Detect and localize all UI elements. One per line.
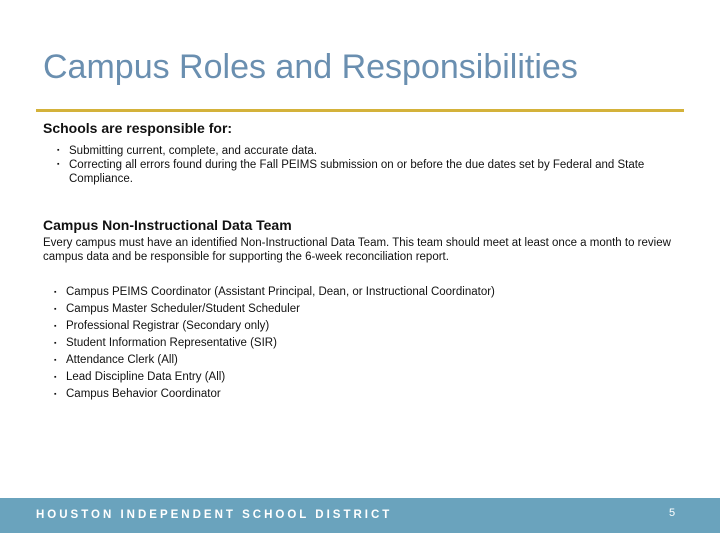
title-divider [36,109,684,112]
list-item: ▪ Student Information Representative (SIR) [43,335,663,352]
section-heading-data-team: Campus Non-Instructional Data Team [43,217,292,233]
list-item: ▪ Professional Registrar (Secondary only) [43,318,663,335]
data-team-roles-list [43,284,663,403]
schools-responsibilities-list [46,144,686,186]
page-number: 5 [669,507,676,519]
data-team-description: Every campus must have an identified Non-Instructional Data Team. This team should meet at least once a month to review campus data and be responsible for supporting the 6-week reconciliation report. [43,237,671,263]
list-item: ▪ Campus Behavior Coordinator [43,386,663,403]
list-item: ▪ Lead Discipline Data Entry (All) [43,369,663,386]
section-heading-schools: Schools are responsible for: [43,120,233,136]
list-item: ▪ Campus Master Scheduler/Student Scheduler [43,301,663,318]
district-name: HOUSTON INDEPENDENT SCHOOL DISTRICT [36,509,393,521]
list-item: ▪ Submitting current, complete, and accurate data. [46,144,686,158]
slide-title: Campus Roles and Responsibilities [43,48,578,86]
footer-bar [0,498,720,533]
list-item: ▪ Correcting all errors found during the Fall PEIMS submission on or before the due dates set by Federal and State Compliance. [46,158,686,186]
list-item: ▪ Campus PEIMS Coordinator (Assistant Principal, Dean, or Instructional Coordinator) [43,284,663,301]
list-item: ▪ Attendance Clerk (All) [43,352,663,369]
